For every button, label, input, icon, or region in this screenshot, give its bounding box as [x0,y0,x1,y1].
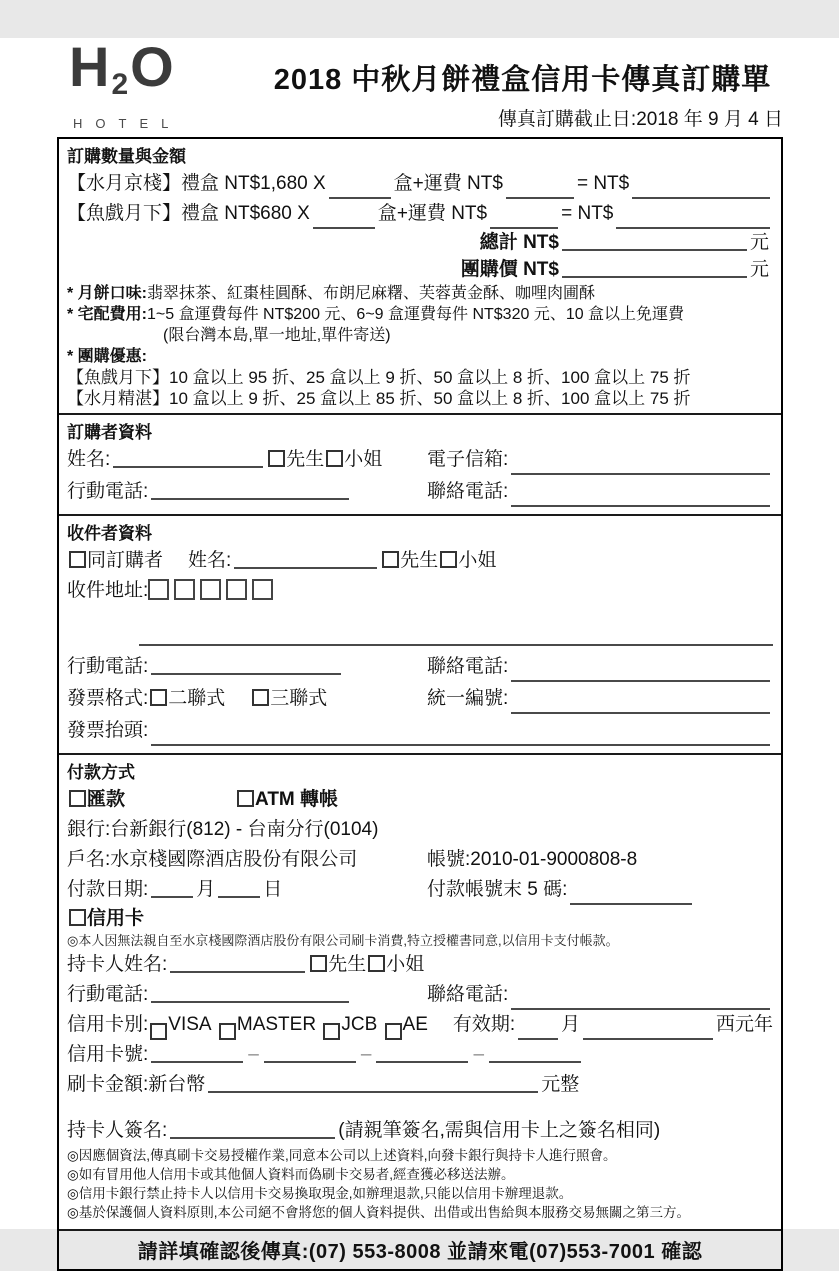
credit-card-checkbox[interactable] [69,909,86,926]
orderer-name-label: 姓名: [67,449,111,470]
orderer-tel-field[interactable] [511,485,770,507]
pay-month-unit: 月 [196,879,216,900]
account-row [67,845,773,875]
h2o-hotel-logo [57,35,262,131]
recipient-name-field[interactable] [234,547,377,569]
bank-row: 銀行:台新銀行(812) - 台南分行(0104) [67,819,379,840]
master-checkbox[interactable] [219,1023,236,1040]
card-type-label: 信用卡別: [67,1014,149,1035]
invoice-row [67,684,773,714]
order-line-2-total-field[interactable] [616,207,770,229]
recipient-tel-label: 聯絡電話: [427,656,509,677]
invoice-format-label: 發票格式: [67,688,149,709]
atm-transfer-checkbox[interactable] [237,790,254,807]
postal-code-box[interactable] [174,579,195,600]
card-type-row [67,1010,773,1040]
atm-transfer-label: ATM 轉帳 [255,789,339,810]
logo-hotel-text: HOTEL [73,116,182,131]
expiry-year-unit: 西元年 [715,1014,773,1035]
same-as-orderer-checkbox[interactable] [69,551,86,568]
section-recipient [59,514,781,753]
visa-label: VISA [168,1014,212,1035]
card-number-field-3[interactable] [376,1041,468,1063]
cardholder-mr-checkbox[interactable] [310,955,327,972]
pay-day-unit: 日 [263,879,283,900]
cardholder-mr-label: 先生 [328,954,367,975]
recipient-phone-row [67,652,773,682]
cardholder-name-label: 持卡人姓名: [67,954,168,975]
section-orderer [59,413,781,514]
recipient-address-label: 收件地址: [67,580,149,601]
group-price-field[interactable] [562,256,747,278]
recipient-name-row [67,546,773,576]
invoice-triplicate-checkbox[interactable] [252,689,269,706]
tax-id-label: 統一編號: [427,688,509,709]
group-price-label: 團購價 NT$ [460,259,559,280]
recipient-mobile-field[interactable] [151,653,341,675]
postal-code-box[interactable] [252,579,273,600]
credit-card-label: 信用卡 [87,908,145,929]
order-line-1 [67,169,773,199]
pay-date-row [67,875,773,905]
fax-order-form-page [0,35,839,1263]
grand-total-field[interactable] [562,229,747,251]
orderer-tel-label: 聯絡電話: [427,481,509,502]
card-number-row [67,1040,773,1070]
flavor-note [67,283,773,304]
credit-authorization-note: ◎本人因無法親自至水京棧國際酒店股份有限公司刷卡消費,特立授權書同意,以信用卡支付帳款。 [67,933,619,948]
recipient-mobile-label: 行動電話: [67,656,149,677]
delivery-note-text: 1~5 盒運費每件 NT$200 元、6~9 盒運費每件 NT$320 元、10 盒以上免運費 [147,306,685,323]
order-line-2 [67,199,773,229]
postal-code-box[interactable] [148,579,169,600]
bulk-discount-label: * 團購優惠: [67,348,148,365]
card-number-field-4[interactable] [489,1041,581,1063]
invoice-title-field[interactable] [151,724,770,746]
pay-date-label: 付款日期: [67,879,149,900]
jcb-label: JCB [341,1014,378,1035]
orderer-email-label: 電子信箱: [427,449,509,470]
signature-note: (請親筆簽名,需與信用卡上之簽名相同) [338,1120,661,1141]
invoice-triplicate-label: 三聯式 [270,688,328,709]
order-line-1-label: 【水月京棧】禮盒 NT$1,680 X [67,173,326,194]
header [57,35,783,131]
order-line-2-shipping-field[interactable] [490,207,558,229]
signature-field[interactable] [170,1117,335,1139]
order-line-2-mid: 盒+運費 NT$ [377,203,488,224]
page-title: 2018 中秋月餅禮盒信用卡傳真訂購單 [273,64,772,96]
card-number-field-1[interactable] [151,1041,243,1063]
payment-method-row [67,785,773,815]
ae-checkbox[interactable] [385,1023,402,1040]
last5-label: 付款帳號末 5 碼: [427,879,568,900]
flavor-note-text: 翡翠抹茶、紅棗桂圓酥、布朗尼麻糬、芙蓉黃金酥、咖哩肉圃酥 [147,285,596,302]
visa-checkbox[interactable] [150,1023,167,1040]
cardholder-tel-label: 聯絡電話: [427,984,509,1005]
recipient-ms-label: 小姐 [458,550,497,571]
card-number-dash: – [360,1044,372,1065]
header-right [262,38,783,131]
signature-label: 持卡人簽名: [67,1120,168,1141]
group-price-unit: 元 [749,259,769,280]
logo-o: O [130,35,176,98]
orderer-ms-label: 小姐 [344,449,383,470]
order-line-1-eq: = NT$ [576,173,630,194]
invoice-duplicate-label: 二聯式 [168,688,226,709]
pay-day-field[interactable] [218,876,260,898]
charge-amount-row [67,1070,773,1100]
section-payment [59,753,781,1229]
account-number: 帳號:2010-01-9000808-8 [427,849,638,870]
remittance-label: 匯款 [87,789,126,810]
delivery-note-label: * 宅配費用: [67,306,148,323]
bulk-discount-line-1: 【魚戲月下】10 盒以上 95 折、25 盒以上 9 折、50 盒以上 8 折、100 盒以上 75 折 [67,368,691,387]
order-line-2-label: 【魚戲月下】禮盒 NT$680 X [67,203,310,224]
expiry-month-unit: 月 [561,1014,581,1035]
order-line-1-shipping-field[interactable] [506,177,574,199]
delivery-restriction-note: (限台灣本島,單一地址,單件寄送) [163,327,391,344]
credit-card-row [67,905,773,932]
bulk-discount-label-row [67,346,773,367]
legal-note-2: ◎如有冒用他人信用卡或其他個人資料而偽刷卡交易者,經查獲必移送法辦。 [67,1167,515,1182]
order-form [57,137,783,1271]
logo-wordmark [69,35,262,114]
recipient-tel-field[interactable] [511,660,770,682]
section-order-heading: 訂購數量與金額 [67,147,186,166]
charge-amount-unit: 元整 [541,1074,580,1095]
section-orderer-heading: 訂購者資料 [67,423,152,442]
jcb-checkbox[interactable] [323,1023,340,1040]
card-number-dash: – [473,1044,485,1065]
tax-id-field[interactable] [511,692,770,714]
group-price-row [67,256,773,283]
recipient-name-label: 姓名: [188,550,232,571]
order-line-2-qty-field[interactable] [313,207,375,229]
last5-field[interactable] [570,883,692,905]
order-line-1-qty-field[interactable] [329,177,391,199]
section-payment-heading: 付款方式 [67,763,135,782]
bulk-discount-line-2: 【水月精湛】10 盒以上 9 折、25 盒以上 85 折、50 盒以上 8 折、100 盒以上 75 折 [67,389,691,408]
same-as-orderer-label: 同訂購者 [87,550,164,571]
postal-code-box[interactable] [200,579,221,600]
logo-h: H [69,35,112,98]
cardholder-mobile-label: 行動電話: [67,984,149,1005]
order-line-1-total-field[interactable] [632,177,770,199]
pay-month-field[interactable] [151,876,193,898]
recipient-address-field[interactable] [139,624,773,646]
invoice-title-row [67,716,773,746]
flavor-note-label: * 月餅口味: [67,285,148,302]
cardholder-name-field[interactable] [170,951,305,973]
orderer-name-field[interactable] [113,446,263,468]
order-line-2-eq: = NT$ [561,203,614,224]
cardholder-phone-row [67,980,773,1010]
orderer-name-row [67,445,773,475]
account-name: 戶名:水京棧國際酒店股份有限公司 [67,849,358,870]
grand-total-label: 總計 NT$ [479,232,559,253]
cardholder-ms-checkbox[interactable] [368,955,385,972]
master-label: MASTER [236,1014,317,1035]
charge-amount-field[interactable] [208,1071,538,1093]
grand-total-row [67,229,773,256]
orderer-mr-checkbox[interactable] [268,450,285,467]
recipient-address-row [67,576,773,606]
cardholder-ms-label: 小姐 [386,954,425,975]
orderer-ms-checkbox[interactable] [326,450,343,467]
cardholder-tel-field[interactable] [511,988,770,1010]
recipient-mr-checkbox[interactable] [382,551,399,568]
orderer-mr-label: 先生 [286,449,325,470]
orderer-email-field[interactable] [511,453,770,475]
remittance-checkbox[interactable] [69,790,86,807]
expiry-month-field[interactable] [518,1018,558,1040]
delivery-note [67,304,773,325]
signature-row [67,1116,773,1146]
card-number-label: 信用卡號: [67,1044,149,1065]
charge-amount-label: 刷卡金額:新台幣 [67,1074,206,1095]
invoice-title-label: 發票抬頭: [67,720,149,741]
legal-note-4: ◎基於保護個人資料原則,本公司絕不會將您的個人資料提供、出借或出售給與本服務交易無關之第三方。 [67,1205,691,1220]
order-line-1-mid: 盒+運費 NT$ [393,173,503,194]
section-order-quantity [59,139,781,413]
expiry-label: 有效期: [452,1014,516,1035]
legal-note-3: ◎信用卡銀行禁止持卡人以信用卡交易換取現金,如辦理退款,只能以信用卡辦理退款。 [67,1186,573,1201]
fax-deadline: 傳真訂購截止日:2018 年 9 月 4 日 [497,109,783,130]
invoice-duplicate-checkbox[interactable] [150,689,167,706]
cardholder-name-row [67,950,773,980]
card-number-dash: – [248,1044,259,1065]
recipient-mr-label: 先生 [400,550,439,571]
orderer-mobile-label: 行動電話: [67,481,149,502]
grand-total-unit: 元 [749,232,769,253]
expiry-year-field[interactable] [583,1018,713,1040]
ae-label: AE [402,1014,428,1035]
orderer-mobile-field[interactable] [151,478,349,500]
legal-note-1: ◎因應個資法,傳真刷卡交易授權作業,同意本公司以上述資料,向發卡銀行與持卡人進行照會。 [67,1148,617,1163]
recipient-ms-checkbox[interactable] [440,551,457,568]
recipient-address-line-row [139,632,773,646]
cardholder-mobile-field[interactable] [151,981,349,1003]
orderer-phone-row [67,477,773,507]
logo-2: 2 [111,68,131,101]
postal-code-box[interactable] [226,579,247,600]
fax-confirm-footer: 請詳填確認後傳真:(07) 553-8008 並請來電(07)553-7001 確認 [59,1229,781,1269]
card-number-field-2[interactable] [264,1041,356,1063]
section-recipient-heading: 收件者資料 [67,524,152,543]
